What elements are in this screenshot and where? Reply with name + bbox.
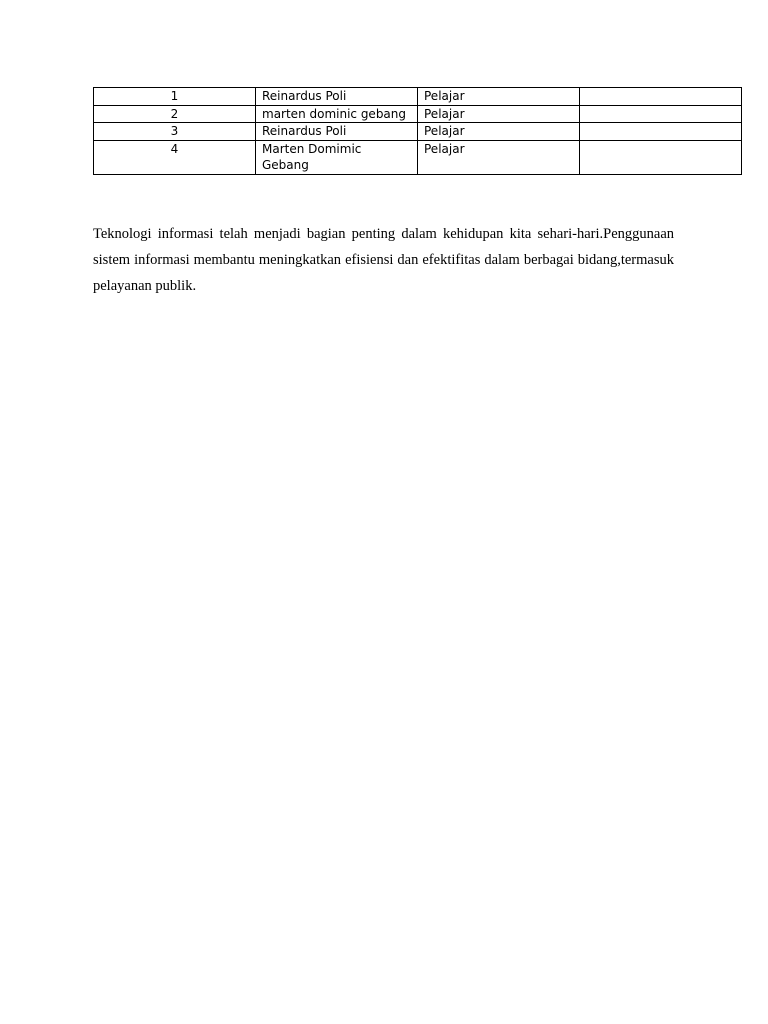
occupation: Pelajar <box>418 88 580 106</box>
person-name: Reinardus Poli <box>256 123 418 141</box>
empty-cell <box>580 140 742 174</box>
person-name: Reinardus Poli <box>256 88 418 106</box>
empty-cell <box>580 88 742 106</box>
student-table <box>93 87 742 175</box>
table-row <box>94 140 742 174</box>
occupation: Pelajar <box>418 123 580 141</box>
row-number: 2 <box>94 105 256 123</box>
row-number: 1 <box>94 88 256 106</box>
body-paragraph: Teknologi informasi telah menjadi bagian penting dalam kehidupan kita sehari-hari.Penggunaan sistem informasi membantu meningkatkan efisiensi dan efektifitas dalam berbagai bidang,termasuk pelayanan publik. <box>93 226 674 294</box>
occupation: Pelajar <box>418 140 580 174</box>
table-row <box>94 88 742 106</box>
table-row <box>94 105 742 123</box>
table-row <box>94 123 742 141</box>
row-number: 4 <box>94 140 256 174</box>
person-name: marten dominic gebang <box>256 105 418 123</box>
person-name: Marten Domimic Gebang <box>256 140 418 174</box>
empty-cell <box>580 105 742 123</box>
occupation: Pelajar <box>418 105 580 123</box>
empty-cell <box>580 123 742 141</box>
row-number: 3 <box>94 123 256 141</box>
